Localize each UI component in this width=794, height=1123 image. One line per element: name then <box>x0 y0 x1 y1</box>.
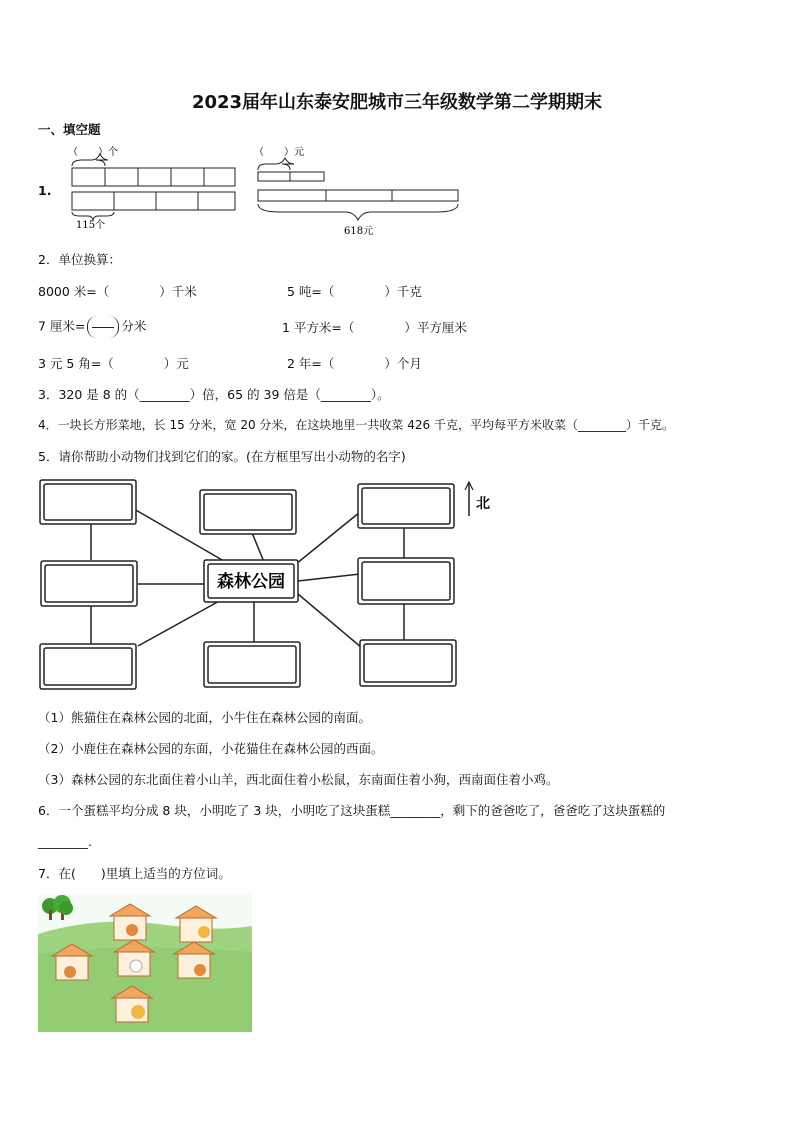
q5-clue-1: （1）熊猫住在森林公园的北面，小牛住在森林公园的南面。 <box>38 710 371 725</box>
right-top-box-2 <box>290 172 324 181</box>
box-north-inner <box>204 494 292 530</box>
left-top-box-5 <box>204 168 235 186</box>
right-top-label: （ ）元 <box>254 147 304 158</box>
q3-text: 3．320 是 8 的（________）倍，65 的 39 倍是（________）。 <box>38 387 390 402</box>
left-top-box-2 <box>105 168 138 186</box>
q2-row3-right: 2 年=（ ）个月 <box>287 356 422 371</box>
q6-line-2: ________. <box>38 834 92 849</box>
box-east-inner <box>362 562 450 600</box>
box-west-inner <box>45 565 133 602</box>
q1-left-diagram <box>62 142 242 232</box>
box-northwest-inner <box>44 484 132 520</box>
left-top-box-3 <box>138 168 171 186</box>
q6-line-1: 6．一个蛋糕平均分成 8 块，小明吃了 3 块，小明吃了这块蛋糕________，剩下的爸爸吃了，爸爸吃了这块蛋糕的 <box>38 803 666 818</box>
right-bottom-box-2 <box>326 190 392 201</box>
q7-text: 7．在( )里填上适当的方位词。 <box>38 866 231 881</box>
box-northeast-inner <box>362 488 450 524</box>
right-bottom-brace <box>258 204 458 220</box>
forest-park-label: 森林公园 <box>217 572 285 592</box>
connector-e <box>298 574 360 581</box>
left-top-box-1 <box>72 168 105 186</box>
left-bottom-box-1 <box>72 192 114 210</box>
q2-row2-right: 1 平方米=（ ）平方厘米 <box>282 320 467 335</box>
left-bottom-box-2 <box>114 192 156 210</box>
right-bottom-box-3 <box>392 190 458 201</box>
q2-heading: 2．单位换算： <box>38 252 121 267</box>
left-bottom-box-3 <box>156 192 198 210</box>
left-bottom-box-4 <box>198 192 235 210</box>
q5-text: 5．请你帮助小动物们找到它们的家。(在方框里写出小动物的名字) <box>38 449 406 464</box>
right-bottom-label: 618元 <box>344 226 374 237</box>
q5-clue-2: （2）小鹿住在森林公园的东面，小花猫住在森林公园的西面。 <box>38 741 384 756</box>
animal-houses-picture <box>38 894 252 1032</box>
fraction-blank <box>87 316 119 338</box>
tree-icon <box>59 901 73 915</box>
connector-se <box>298 594 362 648</box>
q2-row1-right: 5 吨=（ ）千克 <box>287 284 422 299</box>
q1-right-diagram <box>250 142 465 240</box>
fraction-line <box>92 327 114 328</box>
q2-row3-left: 3 元 5 角=（ ）元 <box>38 356 189 371</box>
section-heading: 一、填空题 <box>38 122 101 137</box>
box-southwest-inner <box>44 648 132 685</box>
q2-row2-left <box>38 316 146 338</box>
left-bottom-brace <box>72 212 114 220</box>
left-bottom-label: 115个 <box>76 220 106 231</box>
page-title: 2023届年山东泰安肥城市三年级数学第二学期期末 <box>191 92 603 113</box>
right-top-box-1 <box>258 172 290 181</box>
q2-row1-left: 8000 米=（ ）千米 <box>38 284 197 299</box>
row2-suffix: 分米 <box>121 318 147 334</box>
right-top-brace <box>258 158 294 170</box>
north-label: 北 <box>476 496 490 512</box>
left-top-box-4 <box>171 168 204 186</box>
row2-prefix: 7 厘米= <box>38 318 86 334</box>
right-bottom-box-1 <box>258 190 326 201</box>
box-southeast-inner <box>364 644 452 682</box>
left-top-label: （ ）个 <box>68 147 118 158</box>
connector-ne <box>296 512 360 564</box>
q4-text: 4．一块长方形菜地，长 15 分米，宽 20 分米，在这块地里一共收菜 426 千克，平均每平方米收菜（________）千克。 <box>38 418 674 432</box>
box-south-inner <box>208 646 296 683</box>
q1-number: 1. <box>38 183 52 198</box>
forest-park-map <box>36 476 496 691</box>
q5-clue-3: （3）森林公园的东北面住着小山羊，西北面住着小松鼠，东南面住着小狗，西南面住着小鸡。 <box>38 772 559 787</box>
